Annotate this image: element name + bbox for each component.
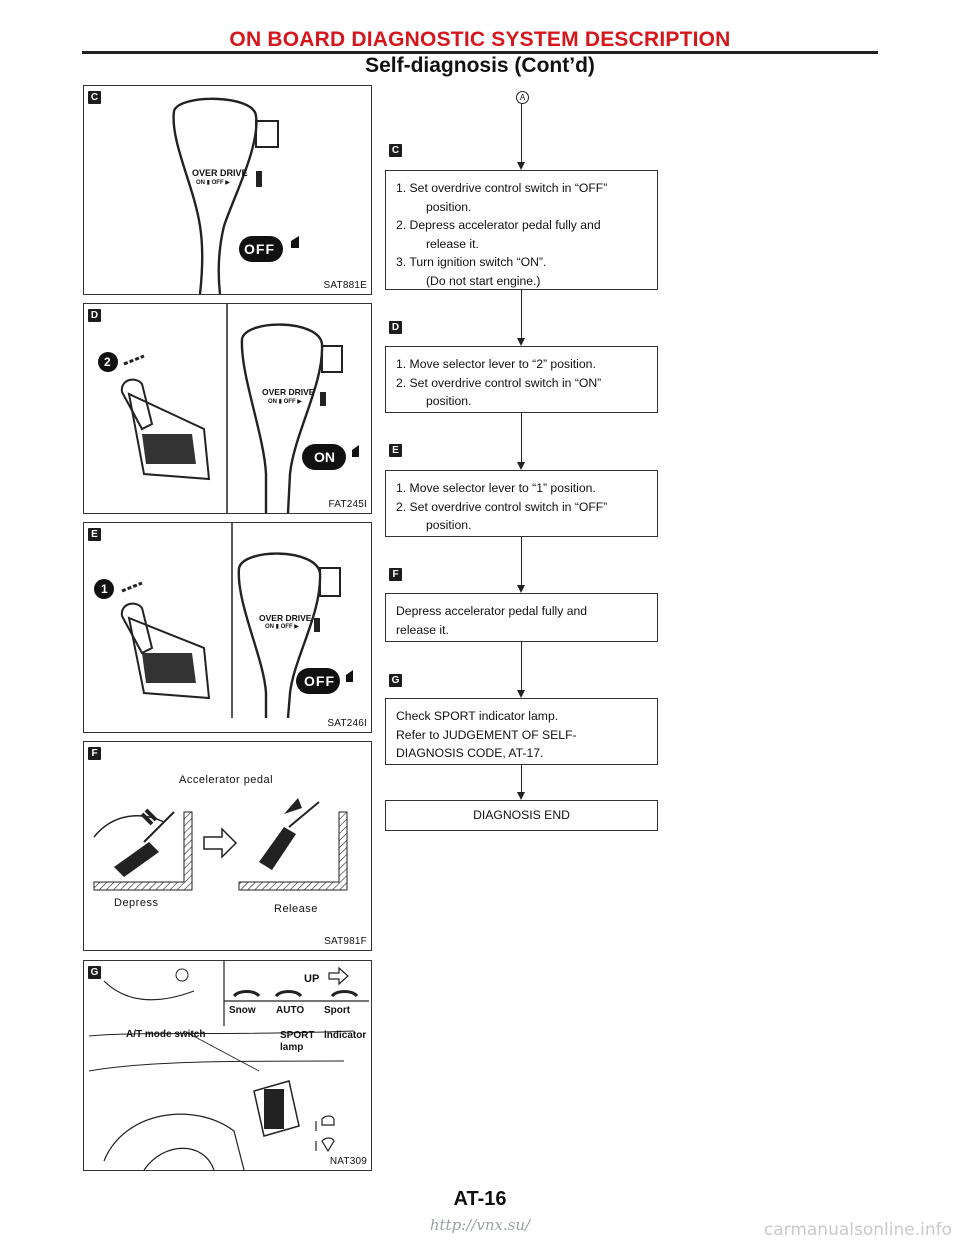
- up-label: UP: [304, 973, 320, 985]
- auto-label: AUTO: [276, 1005, 305, 1016]
- figure-badge: D: [88, 309, 101, 322]
- flow-arrow: [517, 792, 525, 800]
- overdrive-sub-label: ON ▮ OFF ▶: [265, 624, 299, 630]
- source-link[interactable]: http://vnx.su/: [429, 1216, 531, 1234]
- off-button-label: OFF: [244, 241, 275, 257]
- page-number: AT-16: [453, 1188, 507, 1210]
- flow-connector: [521, 642, 522, 692]
- flow-connector: [521, 104, 522, 164]
- step-line: Check SPORT indicator lamp.: [396, 709, 559, 723]
- shift-lever-illustration: [84, 86, 371, 294]
- step-1-label: 1: [101, 582, 108, 596]
- step-line: 1. Move selector lever to “2” position.: [396, 357, 596, 371]
- figure-accelerator-pedal: [83, 741, 372, 951]
- figure-code: NAT309: [329, 1156, 367, 1167]
- step-line: release it.: [426, 236, 479, 251]
- step-line: 2. Set overdrive control switch in “OFF”: [396, 499, 608, 514]
- step-2-label: 2: [104, 355, 111, 369]
- step-line: release it.: [396, 622, 449, 637]
- step-line: Refer to JUDGEMENT OF SELF-: [396, 727, 577, 742]
- step-line: 1. Move selector lever to “1” position.: [396, 481, 596, 495]
- flow-step-f: [385, 593, 658, 642]
- watermark: carmanualsonline.info: [763, 1220, 952, 1240]
- figure-badge: G: [88, 966, 101, 979]
- page-subtitle: Self-diagnosis (Cont’d): [365, 54, 595, 77]
- pedal-title: Accelerator pedal: [179, 774, 274, 786]
- overdrive-label: OVER DRIVE: [262, 387, 315, 397]
- flow-badge: F: [389, 568, 402, 581]
- off-button-label: OFF: [304, 673, 335, 689]
- flow-connector: [521, 765, 522, 794]
- flow-badge: G: [389, 674, 402, 687]
- flow-badge: E: [389, 444, 402, 457]
- step-line: 3. Turn ignition switch “ON”.: [396, 255, 547, 269]
- figure-overdrive-off: [83, 85, 372, 295]
- depress-label: Depress: [114, 897, 159, 909]
- section-title: ON BOARD DIAGNOSTIC SYSTEM DESCRIPTION: [229, 28, 731, 51]
- figure-badge: C: [88, 91, 101, 104]
- step-line: position.: [426, 518, 472, 532]
- flow-step-c: [385, 170, 658, 290]
- flow-badge: C: [389, 144, 402, 157]
- release-label: Release: [274, 903, 318, 915]
- step-line: position.: [426, 394, 472, 408]
- overdrive-label: OVER DRIVE: [259, 613, 312, 623]
- flow-step-d: [385, 346, 658, 413]
- flow-arrow: [517, 162, 525, 170]
- flow-connector: [521, 290, 522, 340]
- flow-start-marker: A: [516, 91, 529, 104]
- snow-label: Snow: [229, 1005, 256, 1016]
- lamp-label: lamp: [280, 1042, 304, 1053]
- flow-arrow: [517, 462, 525, 470]
- figure-code: SAT246I: [327, 718, 367, 729]
- figure-badge: E: [88, 528, 101, 541]
- flow-arrow: [517, 338, 525, 346]
- figure-selector-2: [83, 303, 372, 514]
- figure-badge: F: [88, 747, 101, 760]
- overdrive-sub-label: ON ▮ OFF ▶: [196, 180, 230, 186]
- flow-arrow: [517, 585, 525, 593]
- figure-selector-1: [83, 522, 372, 733]
- flow-connector: [521, 413, 522, 464]
- overdrive-label: OVER DRIVE: [192, 168, 248, 178]
- step-line: 2. Set overdrive control switch in “ON”: [396, 375, 602, 390]
- step-line: DIAGNOSIS CODE, AT-17.: [396, 746, 544, 760]
- figure-code: SAT881E: [323, 280, 367, 291]
- indicator-label: indicator: [324, 1030, 367, 1041]
- selector-lever-illustration: [84, 304, 371, 513]
- flow-badge: D: [389, 321, 402, 334]
- flow-connector: [521, 537, 522, 587]
- flow-step-g: [385, 698, 658, 765]
- selector-lever-illustration: [84, 523, 371, 732]
- step-line: 2. Depress accelerator pedal fully and: [396, 218, 601, 232]
- step-line: 1. Set overdrive control switch in “OFF”: [396, 181, 608, 195]
- sport-lamp-label: SPORT: [280, 1030, 315, 1041]
- figure-sport-indicator: [83, 960, 372, 1171]
- on-button-label: ON: [314, 449, 335, 465]
- figure-code: FAT245I: [328, 499, 367, 510]
- step-line: position.: [426, 199, 472, 214]
- flow-arrow: [517, 690, 525, 698]
- dashboard-illustration: [84, 961, 371, 1170]
- figure-code: SAT981F: [324, 936, 367, 947]
- flow-step-e: [385, 470, 658, 537]
- mode-switch-label: A/T mode switch: [126, 1029, 206, 1040]
- overdrive-sub-label: ON ▮ OFF ▶: [268, 399, 302, 405]
- flow-end: DIAGNOSIS END: [385, 800, 658, 831]
- step-line: (Do not start engine.): [426, 273, 541, 288]
- sport-label: Sport: [324, 1005, 351, 1016]
- step-line: Depress accelerator pedal fully and: [396, 604, 588, 618]
